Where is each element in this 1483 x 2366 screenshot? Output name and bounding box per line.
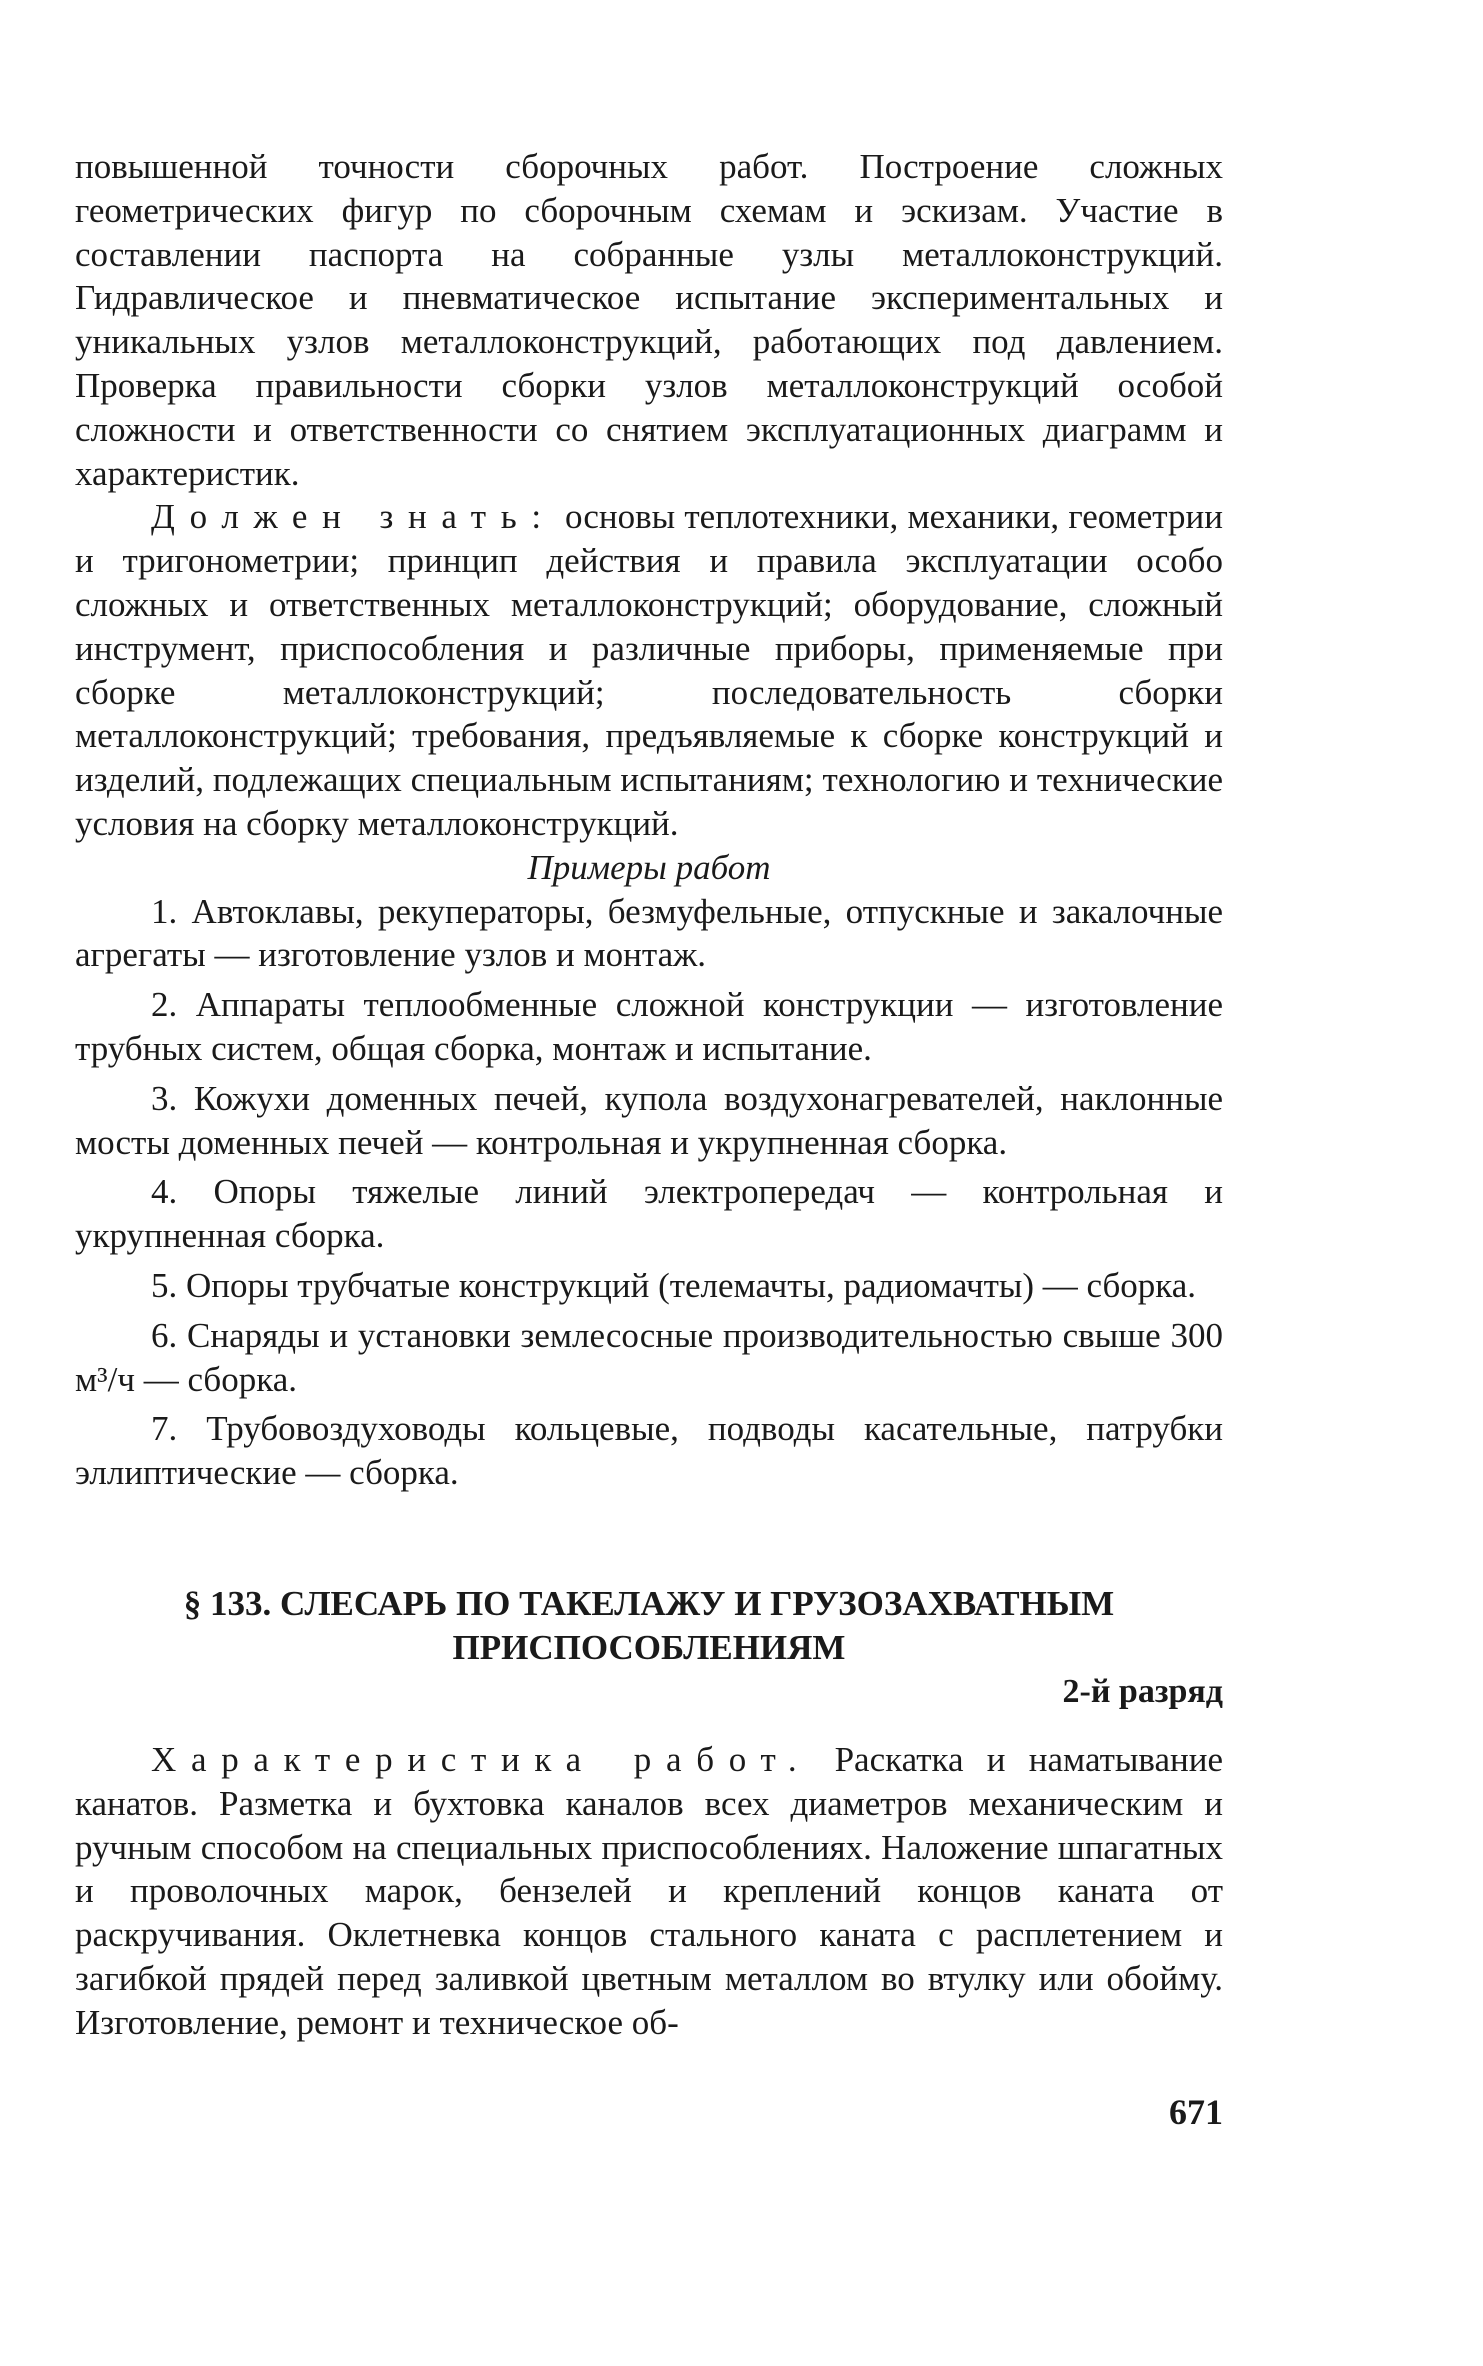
example-item-5: 5. Опоры трубчатые конструкций (телемачты, радиомачты) — сборка. (151, 1265, 1197, 1305)
example-item-7: 7. Трубовоздуховоды кольцевые, подводы касательные, патрубки эллиптические — сборка. (75, 1409, 1223, 1493)
example-item-2: 2. Аппараты теплообменные сложной конструкции — изготовление трубных систем, общая сборка, монтаж и испытание. (75, 985, 1223, 1068)
example-item-3: 3. Кожухи доменных печей, купола воздухонагревателей, наклонные мосты доменных печей — контрольная и укрупненная сборка. (75, 1078, 1223, 1162)
example-item-6: 6. Снаряды и установки землесосные производительностью свыше 300 м³/ч — сборка. (75, 1315, 1223, 1399)
upper-text-block (75, 145, 1223, 1495)
page-number: 671 (1169, 2092, 1223, 2132)
characteristic-label: Характеристика работ. (151, 1740, 812, 1779)
must-know-label: Должен знать: (151, 497, 556, 537)
section-heading (75, 1582, 1223, 1670)
section-heading-line-2: ПРИСПОСОБЛЕНИЯМ (452, 1628, 846, 1667)
section-heading-line-1: § 133. СЛЕСАРЬ ПО ТАКЕЛАЖУ И ГРУЗОЗАХВАТНЫМ (183, 1584, 1115, 1623)
example-item-4: 4. Опоры тяжелые линий электропередач — контрольная и укрупненная сборка. (75, 1172, 1223, 1256)
grade-label: 2-й разряд (1062, 1673, 1223, 1710)
example-item-1: 1. Автоклавы, рекуператоры, безмуфельные, отпускные и закалочные агрегаты — изготовление узлов и монтаж. (75, 891, 1223, 975)
characteristic-paragraph (75, 1738, 1223, 2045)
must-know-paragraph (75, 495, 1223, 845)
must-know-text: основы теплотехники, механики, геометрии и тригонометрии; принцип действия и правила эксплуатации особо сложных и ответственных металлоконструкций; оборудование, сложный инструмент, приспособления и различные приборы, применяемые при сборке металлоконструкций; последовательность сборки металлоконструкций; требования, предъявляемые к сборке конструкций и изделий, подлежащих специальным испытаниям; технологию и технические условия на сборку металлоконструкций. (75, 497, 1223, 843)
characteristic-text: Раскатка и наматывание канатов. Разметка и бухтовка каналов всех диаметров механическим и ручным способом на специальных приспособлениях. Наложение шпагатных и проволочных марок, бензелей и креплений концов каната от раскручивания. Оклетневка концов стального каната с расплетением и загибкой прядей перед заливкой цветным металлом во втулку или обойму. Изготовление, ремонт и техническое об- (75, 1740, 1223, 2042)
examples-title: Примеры работ (527, 847, 771, 887)
paragraph-continuation: повышенной точности сборочных работ. Построение сложных геометрических фигур по сборочным схемам и эскизам. Участие в составлении паспорта на собранные узлы металлоконструкций. Гидравлическое и пневматическое испытание экспериментальных и уникальных узлов металлоконструкций, работающих под давлением. Проверка правильности сборки узлов металлоконструкций особой сложности и ответственности со снятием эксплуатационных диаграмм и характеристик. (75, 147, 1223, 493)
lower-text-block (75, 1738, 1223, 2045)
